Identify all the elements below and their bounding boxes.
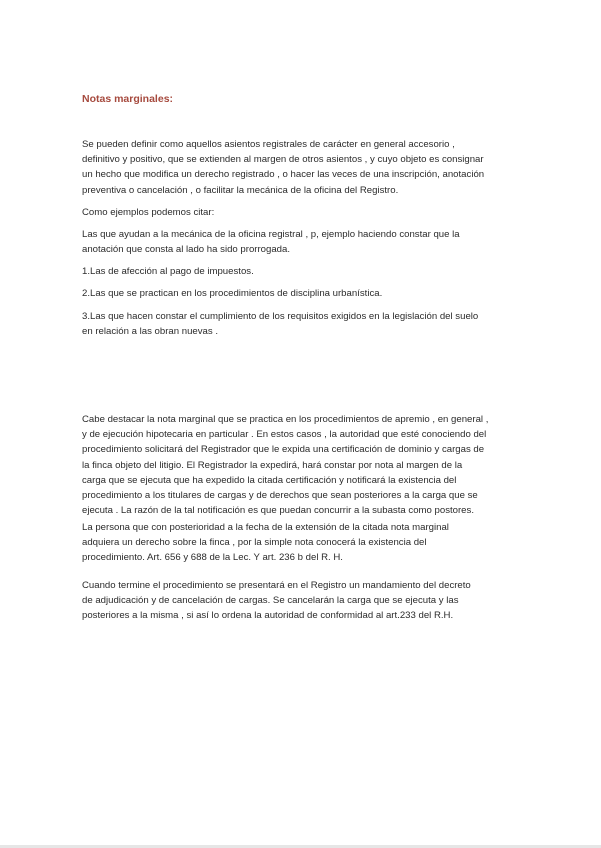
list-item-3 bbox=[82, 309, 522, 339]
text-line: y de ejecución hipotecaria en particular . En estos casos , la autoridad que esté conociendo del bbox=[82, 429, 487, 441]
text-line: un hecho que modifica un derecho registrado , o hacer las veces de una inscripción, anotación bbox=[82, 169, 485, 181]
text-line: preventiva o cancelación , o facilitar la mecánica de la oficina del Registro. bbox=[82, 184, 399, 196]
text-line: de adjudicación y de cancelación de cargas. Se cancelarán la carga que se ejecuta y las bbox=[82, 595, 459, 607]
paragraph-definition bbox=[82, 137, 522, 198]
document-heading: Notas marginales: bbox=[82, 93, 174, 105]
text-line: Las que ayudan a la mecánica de la oficina registral , p, ejemplo haciendo constar que la bbox=[82, 229, 460, 240]
text-line: anotación que consta al lado ha sido prorrogada. bbox=[82, 244, 291, 256]
text-line: la finca objeto del litigio. El Registrador la expedirá, hará constar por nota al margen de la bbox=[82, 459, 463, 471]
text-line: posteriores a la misma , si así lo ordena la autoridad de conformidad al art.233 del R.H. bbox=[82, 610, 454, 622]
text-line: Como ejemplos podemos citar: bbox=[82, 207, 215, 218]
list-item-1 bbox=[82, 264, 522, 279]
text-line: procedimiento solicitará del Registrador que le expida una certificación de dominio y cargas de bbox=[82, 444, 485, 456]
paragraph-examples-intro bbox=[82, 205, 522, 220]
paragraph-mechanics bbox=[82, 227, 522, 257]
text-line: 2.Las que se practican en los procedimientos de disciplina urbanística. bbox=[82, 288, 383, 299]
text-line: adquiera un derecho sobre la finca , por la simple nota conocerá la existencia del bbox=[82, 537, 427, 549]
text-line: carga que se ejecuta que ha expedido la citada certificación y notificará la existencia del bbox=[82, 474, 457, 486]
text-line: La persona que con posterioridad a la fecha de la extensión de la citada nota marginal bbox=[82, 522, 449, 533]
text-line: procedimiento a los titulares de cargas y de derechos que sean posteriores a la carga que se bbox=[82, 490, 478, 502]
text-line: Se pueden definir como aquellos asientos registrales de carácter en general accesorio , bbox=[82, 139, 455, 150]
paragraph-apremio bbox=[82, 412, 522, 518]
paragraph-cancelacion bbox=[82, 578, 522, 624]
text-line: Cabe destacar la nota marginal que se practica en los procedimientos de apremio , en general , bbox=[82, 414, 489, 425]
text-line: 3.Las que hacen constar el cumplimiento de los requisitos exigidos en la legislación del suelo bbox=[82, 311, 479, 322]
text-line: 1.Las de afección al pago de impuestos. bbox=[82, 266, 254, 277]
list-item-2 bbox=[82, 286, 522, 301]
text-line: definitivo y positivo, que se extienden al margen de otros asientos , y cuyo objeto es consignar bbox=[82, 154, 484, 166]
text-line: Cuando termine el procedimiento se presentará en el Registro un mandamiento del decreto bbox=[82, 580, 471, 591]
text-line: procedimiento. Art. 656 y 688 de la Lec. Y art. 236 b del R. H. bbox=[82, 552, 343, 564]
paragraph-posterioridad bbox=[82, 520, 522, 566]
text-line: ejecuta . La razón de la tal notificación es que puedan concurrir a la subasta como postores. bbox=[82, 505, 474, 517]
text-line: en relación a las obran nuevas . bbox=[82, 326, 218, 338]
